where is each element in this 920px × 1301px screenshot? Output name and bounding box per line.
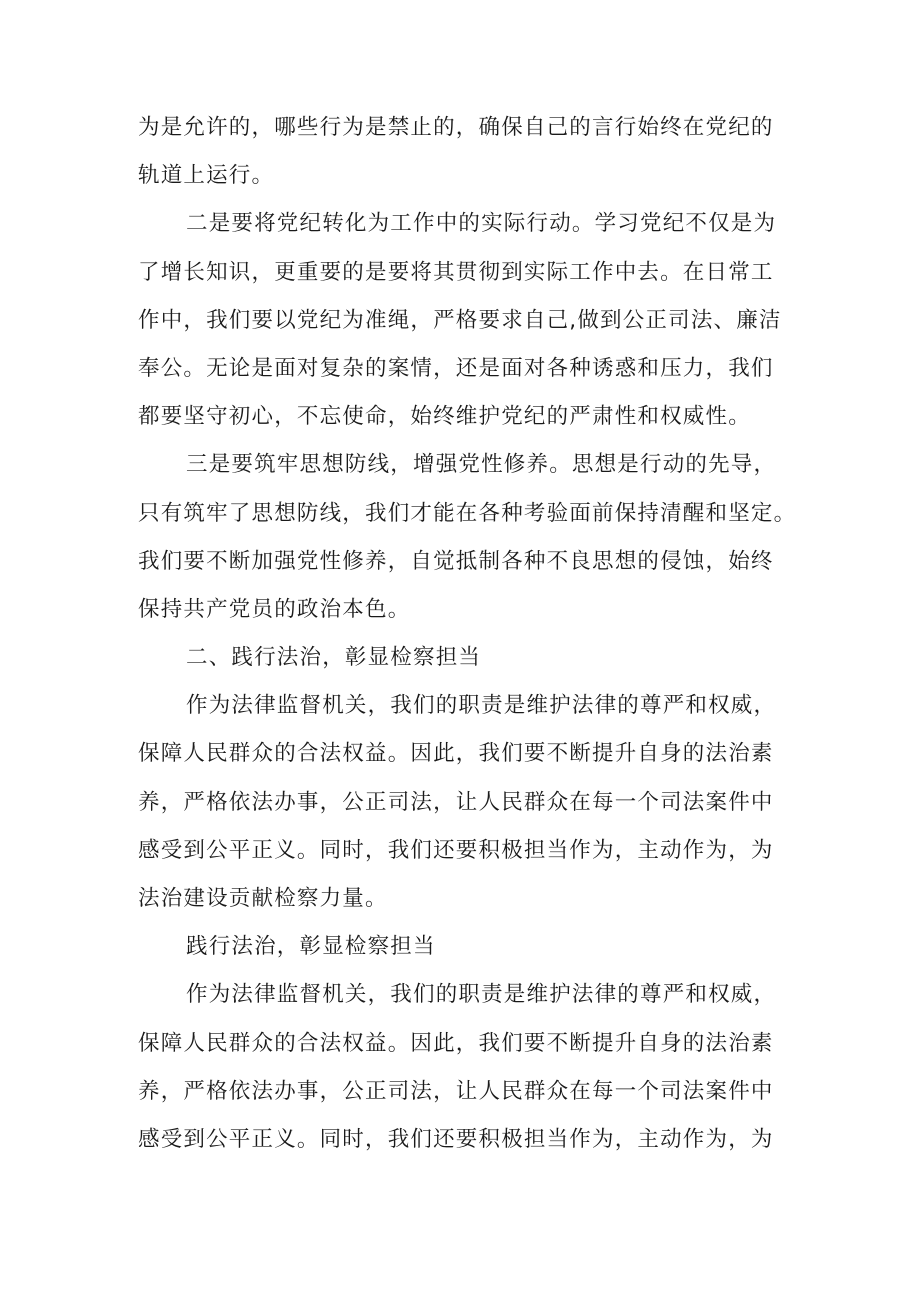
text-line: 都要坚守初心，不忘使命，始终维护党纪的严肃性和权威性。 [138,404,751,430]
text-line: 为是允许的，哪些行为是禁止的，确保自己的言行始终在党纪的 [138,115,774,140]
section-heading: 二、践行法治，彰显检察担当 [186,645,482,671]
paragraph-start-line: 二是要将党纪转化为工作中的实际行动。学习党纪不仅是为 [186,211,777,237]
text-line: 我们要不断加强党性修养，自觉抵制各种不良思想的侵蚀，始终 [138,548,774,574]
text-line: 保障人民群众的合法权益。因此，我们要不断提升自身的法治素 [138,1030,774,1056]
section-heading: 践行法治，彰显检察担当 [186,934,436,960]
text-line: 感受到公平正义。同时，我们还要积极担当作为，主动作为，为 [138,837,774,863]
text-line: 保障人民群众的合法权益。因此，我们要不断提升自身的法治素 [138,741,774,767]
text-line: 法治建设贡献检察力量。 [138,886,388,911]
text-line: 养，严格依法办事，公正司法，让人民群众在每一个司法案件中 [138,1078,774,1104]
text-line: 只有筑牢了思想防线，我们才能在各种考验面前保持清醒和坚定。 [138,500,797,526]
paragraph-start-line: 三是要筑牢思想防线，增强党性修养。思想是行动的先导， [186,452,777,478]
paragraph-start-line: 作为法律监督机关，我们的职责是维护法律的尊严和权威， [186,982,777,1008]
paragraph-start-line: 作为法律监督机关，我们的职责是维护法律的尊严和权威， [186,693,777,719]
text-line: 作中，我们要以党纪为准绳，严格要求自己,做到公正司法、廉洁 [138,307,782,333]
text-line: 感受到公平正义。同时，我们还要积极担当作为，主动作为，为 [138,1126,774,1152]
text-line: 了增长知识，更重要的是要将其贯彻到实际工作中去。在日常工 [138,259,774,285]
document-body [138,104,798,1164]
text-line: 轨道上运行。 [138,163,275,189]
text-line: 养，严格依法办事，公正司法，让人民群众在每一个司法案件中 [138,789,774,815]
text-line: 奉公。无论是面对复杂的案情，还是面对各种诱惑和压力，我们 [138,355,774,381]
text-line: 保持共产党员的政治本色。 [138,596,411,622]
